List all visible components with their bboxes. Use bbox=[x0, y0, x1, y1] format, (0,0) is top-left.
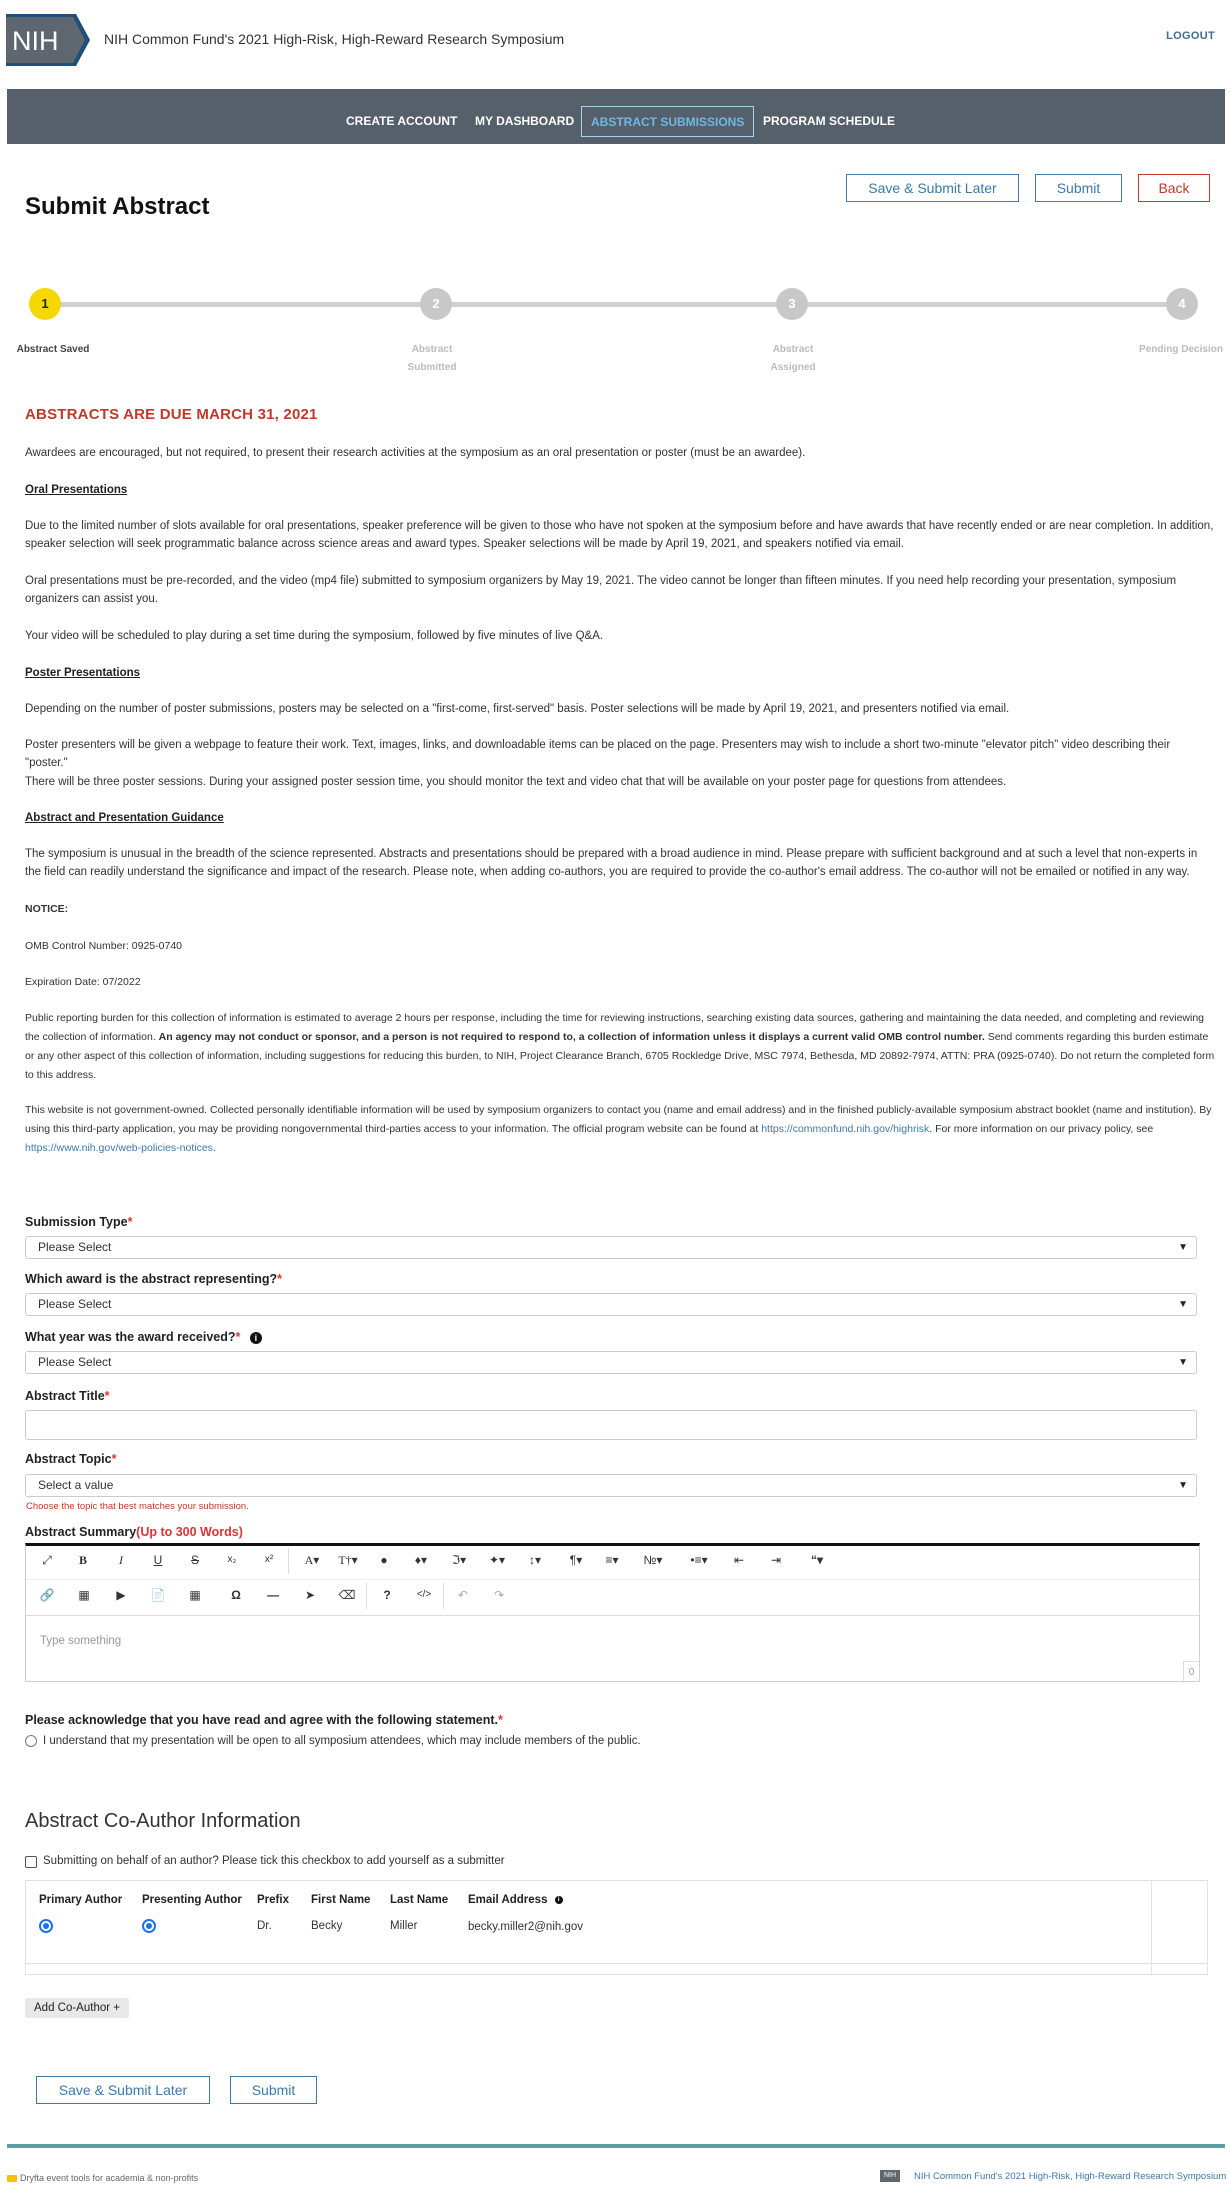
ordered-list-icon[interactable]: №▾ bbox=[643, 1553, 663, 1567]
table-icon[interactable]: ▦ bbox=[189, 1588, 201, 1602]
submission-type-select[interactable]: Please Select ▼ bbox=[25, 1236, 1197, 1259]
font-size-icon[interactable]: T†▾ bbox=[338, 1553, 358, 1567]
file-icon[interactable]: 📄 bbox=[150, 1588, 166, 1602]
footer-site-link[interactable]: NIH Common Fund's 2021 High-Risk, High-Reward Research Symposium bbox=[914, 2171, 1227, 2182]
horizontal-line-icon[interactable]: — bbox=[267, 1588, 279, 1602]
omb-number: OMB Control Number: 0925-0740 bbox=[25, 940, 182, 952]
abstract-summary-label: Abstract Summary(Up to 300 Words) bbox=[25, 1525, 243, 1539]
oral-paragraph-1: Due to the limited number of slots available for oral presentations, speaker preference will be given to those who have not spoken at the symposium before and have awards that have recently ended or are near completion. In addition, speaker selection will seek programmatic balance across science areas and award types. Speaker selections will be made by April 19, 2021, and speakers notified via email. bbox=[25, 520, 1214, 550]
info-icon[interactable]: i bbox=[555, 1896, 563, 1904]
italic-icon[interactable]: I bbox=[119, 1553, 123, 1567]
award-select[interactable]: Please Select ▼ bbox=[25, 1293, 1197, 1316]
subscript-icon[interactable]: x₂ bbox=[227, 1554, 237, 1565]
guidance-paragraph: The symposium is unusual in the breadth of the science represented. Abstracts and presentations should be prepared with a broad audience in mind. Please prepare with sufficient background and at such a level that non-experts in the field can readily understand the significance and impact of the research. Please note, when adding co-authors, you are required to provide the co-author's email address. The co-author will not be emailed or notified in any way. bbox=[25, 848, 1198, 878]
chevron-down-icon: ▼ bbox=[1178, 1299, 1188, 1310]
coauthor-heading: Abstract Co-Author Information bbox=[25, 1810, 301, 1832]
page-title: Submit Abstract bbox=[25, 193, 210, 220]
quote-icon[interactable]: “▾ bbox=[810, 1553, 824, 1567]
abstract-title-input[interactable] bbox=[25, 1410, 1197, 1440]
presenting-author-radio[interactable] bbox=[142, 1919, 156, 1933]
dryfta-logo[interactable] bbox=[7, 2175, 17, 2182]
abstract-title-label: Abstract Title* bbox=[25, 1389, 110, 1403]
guidance-heading: Abstract and Presentation Guidance bbox=[25, 812, 224, 824]
main-nav bbox=[7, 89, 1225, 144]
help-icon[interactable]: ? bbox=[383, 1588, 391, 1602]
notice-heading: NOTICE: bbox=[25, 903, 69, 915]
redo-icon[interactable]: ↷ bbox=[493, 1588, 505, 1602]
magic-wand-icon[interactable]: ✦▾ bbox=[488, 1553, 506, 1567]
poster-heading: Poster Presentations bbox=[25, 667, 141, 679]
col-primary-author: Primary Author bbox=[39, 1894, 123, 1906]
align-icon[interactable]: ≡▾ bbox=[605, 1553, 619, 1567]
dryfta-credit[interactable]: Dryfta event tools for academia & non-profits bbox=[20, 2173, 199, 2183]
burden-statement: Public reporting burden for this collection of information is estimated to average 2 hours per response, including the time for reviewing instructions, searching existing data sources, gathering and maintaining the data needed, and completing and reviewing the collection of information. An agency may not conduct or sponsor, and a person is not required to respond to, a collection of information unless it displays a current valid OMB control number. Send comments regarding this burden estimate or any other aspect of this collection of information, including suggestions for reducing this burden, to NIH, Project Clearance Branch, 6705 Rockledge Drive, MSC 7974, Bethesda, MD 20892-7974, ATTN: PRA (0925-0740). Do not return the completed form to this address. bbox=[25, 1012, 1215, 1081]
bottom-submit-button[interactable]: Submit bbox=[230, 2076, 317, 2104]
font-family-icon[interactable]: A▾ bbox=[304, 1553, 320, 1567]
expiration-date: Expiration Date: 07/2022 bbox=[25, 976, 141, 988]
poster-paragraph-2: Poster presenters will be given a webpage to feature their work. Text, images, links, and downloadable items can be placed on the page. Presenters may wish to include a short two-minute "elevator pitch" video describing their "poster." bbox=[25, 739, 1171, 769]
step-3-label: Abstract Assigned bbox=[770, 344, 816, 373]
submission-type-label: Submission Type* bbox=[25, 1215, 133, 1229]
col-first-name: First Name bbox=[311, 1894, 371, 1906]
primary-author-radio[interactable] bbox=[39, 1919, 53, 1933]
privacy-policy-link[interactable]: https://www.nih.gov/web-policies-notices bbox=[25, 1142, 213, 1154]
col-presenting-author: Presenting Author bbox=[142, 1894, 242, 1906]
special-characters-icon[interactable]: Ω bbox=[231, 1588, 241, 1602]
highrisk-link[interactable]: https://commonfund.nih.gov/highrisk bbox=[761, 1123, 930, 1135]
step-1-label: Abstract Saved bbox=[16, 344, 90, 355]
oral-paragraph-3: Your video will be scheduled to play during a set time during the symposium, followed by five minutes of live Q&A. bbox=[25, 630, 604, 642]
nav-create-account[interactable]: CREATE ACCOUNT bbox=[346, 114, 458, 128]
abstract-topic-label: Abstract Topic* bbox=[25, 1452, 117, 1466]
acknowledge-radio[interactable] bbox=[25, 1735, 37, 1747]
word-count: 0 bbox=[1183, 1661, 1199, 1683]
due-date-heading: ABSTRACTS ARE DUE MARCH 31, 2021 bbox=[25, 406, 318, 423]
logout-link[interactable]: LOGOUT bbox=[1166, 30, 1215, 42]
bottom-save-submit-later-button[interactable]: Save & Submit Later bbox=[36, 2076, 210, 2104]
nav-my-dashboard[interactable]: MY DASHBOARD bbox=[475, 114, 575, 128]
indent-icon[interactable]: ⇥ bbox=[770, 1553, 782, 1567]
toolbar-separator bbox=[366, 1583, 367, 1609]
table-divider bbox=[1151, 1881, 1152, 1974]
award-label: Which award is the abstract representing?* bbox=[25, 1272, 283, 1286]
author-email: becky.miller2@nih.gov bbox=[468, 1921, 584, 1933]
author-first-name: Becky bbox=[311, 1920, 343, 1932]
submit-button[interactable]: Submit bbox=[1035, 174, 1122, 202]
step-1-indicator: 1 bbox=[29, 288, 61, 320]
link-icon[interactable]: 🔗 bbox=[39, 1588, 55, 1602]
add-coauthor-button[interactable]: Add Co-Author + bbox=[25, 1998, 129, 2018]
nih-logo[interactable] bbox=[6, 14, 90, 66]
chevron-down-icon: ▼ bbox=[1178, 1480, 1188, 1491]
acknowledge-statement: I understand that my presentation will be open to all symposium attendees, which may include members of the public. bbox=[43, 1735, 641, 1747]
col-prefix: Prefix bbox=[257, 1894, 289, 1906]
clear-formatting-icon[interactable]: ⌫ bbox=[338, 1588, 356, 1602]
fullscreen-icon[interactable]: ⤢ bbox=[42, 1553, 52, 1567]
abstract-summary-editor[interactable] bbox=[25, 1543, 1200, 1682]
award-year-label: What year was the award received?* i bbox=[25, 1330, 262, 1344]
superscript-icon[interactable]: x² bbox=[264, 1554, 274, 1565]
acknowledge-label: Please acknowledge that you have read and agree with the following statement.* bbox=[25, 1713, 503, 1727]
select-all-icon[interactable]: ➤ bbox=[304, 1588, 316, 1602]
undo-icon[interactable]: ↶ bbox=[457, 1588, 469, 1602]
toolbar-divider bbox=[26, 1579, 1199, 1580]
step-4-label: Pending Decision bbox=[1139, 344, 1223, 355]
col-last-name: Last Name bbox=[390, 1894, 449, 1906]
save-submit-later-button[interactable]: Save & Submit Later bbox=[846, 174, 1019, 202]
footer-divider bbox=[7, 2144, 1225, 2148]
step-3-indicator: 3 bbox=[776, 288, 808, 320]
line-height-icon[interactable]: ↕▾ bbox=[528, 1553, 542, 1567]
paint-brush-icon[interactable]: ℑ▾ bbox=[451, 1553, 467, 1567]
poster-paragraph-3: There will be three poster sessions. During your assigned poster session time, you should monitor the text and video chat that will be available on your poster page for questions from attendees. bbox=[25, 776, 1007, 788]
video-icon[interactable]: ▶ bbox=[116, 1588, 126, 1602]
underline-icon[interactable]: U bbox=[153, 1553, 163, 1567]
stepper-track bbox=[60, 302, 1185, 307]
text-color-icon[interactable]: ● bbox=[380, 1553, 388, 1567]
topic-help-text: Choose the topic that best matches your submission. bbox=[26, 1501, 249, 1512]
nav-program-schedule[interactable]: PROGRAM SCHEDULE bbox=[763, 114, 896, 128]
oral-paragraph-2: Oral presentations must be pre-recorded, and the video (mp4 file) submitted to symposium organizers by May 19, 2021. The video cannot be longer than fifteen minutes. If you need help recording your presentation, symposium organizers can assist you. bbox=[25, 575, 1177, 605]
submit-on-behalf-label: Submitting on behalf of an author? Please tick this checkbox to add yourself as a submitter bbox=[43, 1855, 505, 1867]
poster-paragraph-1: Depending on the number of poster submissions, posters may be selected on a "first-come, first-served" basis. Poster selections will be made by April 19, 2021, and presenters notified via email. bbox=[25, 703, 1010, 715]
table-divider bbox=[26, 1963, 1207, 1964]
step-4-indicator: 4 bbox=[1166, 288, 1198, 320]
step-2-indicator: 2 bbox=[420, 288, 452, 320]
author-prefix: Dr. bbox=[257, 1920, 272, 1932]
intro-text: Awardees are encouraged, but not required, to present their research activities at the symposium as an oral presentation or poster (must be an awardee). bbox=[25, 447, 806, 459]
site-title: NIH Common Fund's 2021 High-Risk, High-Reward Research Symposium bbox=[104, 31, 565, 47]
chevron-down-icon: ▼ bbox=[1178, 1242, 1188, 1253]
award-year-select[interactable]: Please Select ▼ bbox=[25, 1351, 1197, 1374]
author-last-name: Miller bbox=[390, 1920, 418, 1932]
strikethrough-icon[interactable]: S bbox=[190, 1553, 199, 1567]
privacy-statement: This website is not government-owned. Collected personally identifiable information will be used by symposium organizers to contact you (name and email address) and in the finished publicly-available symposium abstract booklet (name and institution). By using this third-party application, you may be providing nongovernmental third-parties access to your information. The official program website can be found at https://commonfund.nih.gov/highrisk. For more information on our privacy policy, see https://www.nih.gov/web-policies-notices. bbox=[25, 1104, 1212, 1154]
editor-placeholder[interactable]: Type something bbox=[40, 1635, 122, 1647]
editor-body-divider bbox=[26, 1615, 1199, 1616]
image-icon[interactable]: ▦ bbox=[78, 1588, 90, 1602]
toolbar-separator bbox=[443, 1583, 444, 1609]
chevron-down-icon: ▼ bbox=[1178, 1357, 1188, 1368]
oral-heading: Oral Presentations bbox=[25, 484, 128, 496]
nih-logo-text: NIH bbox=[12, 26, 59, 56]
outdent-icon[interactable]: ⇤ bbox=[733, 1553, 745, 1567]
paragraph-format-icon[interactable]: ♦▾ bbox=[414, 1553, 428, 1567]
unordered-list-icon[interactable]: •≡▾ bbox=[690, 1553, 708, 1567]
nav-abstract-submissions[interactable]: ABSTRACT SUBMISSIONS bbox=[581, 106, 754, 137]
abstract-topic-select[interactable]: Select a value ▼ bbox=[25, 1474, 1197, 1497]
bold-icon[interactable]: B bbox=[78, 1553, 87, 1567]
toolbar-separator bbox=[288, 1548, 289, 1574]
step-2-label: Abstract Submitted bbox=[407, 344, 457, 373]
info-icon[interactable]: i bbox=[250, 1332, 262, 1344]
footer-nih-logo: NIH bbox=[880, 2170, 900, 2182]
back-button[interactable]: Back bbox=[1138, 174, 1210, 202]
paragraph-icon[interactable]: ¶▾ bbox=[569, 1553, 583, 1567]
code-view-icon[interactable]: </> bbox=[416, 1589, 432, 1600]
col-email-address: Email Address i bbox=[468, 1894, 563, 1906]
submit-on-behalf-checkbox[interactable] bbox=[25, 1856, 37, 1868]
